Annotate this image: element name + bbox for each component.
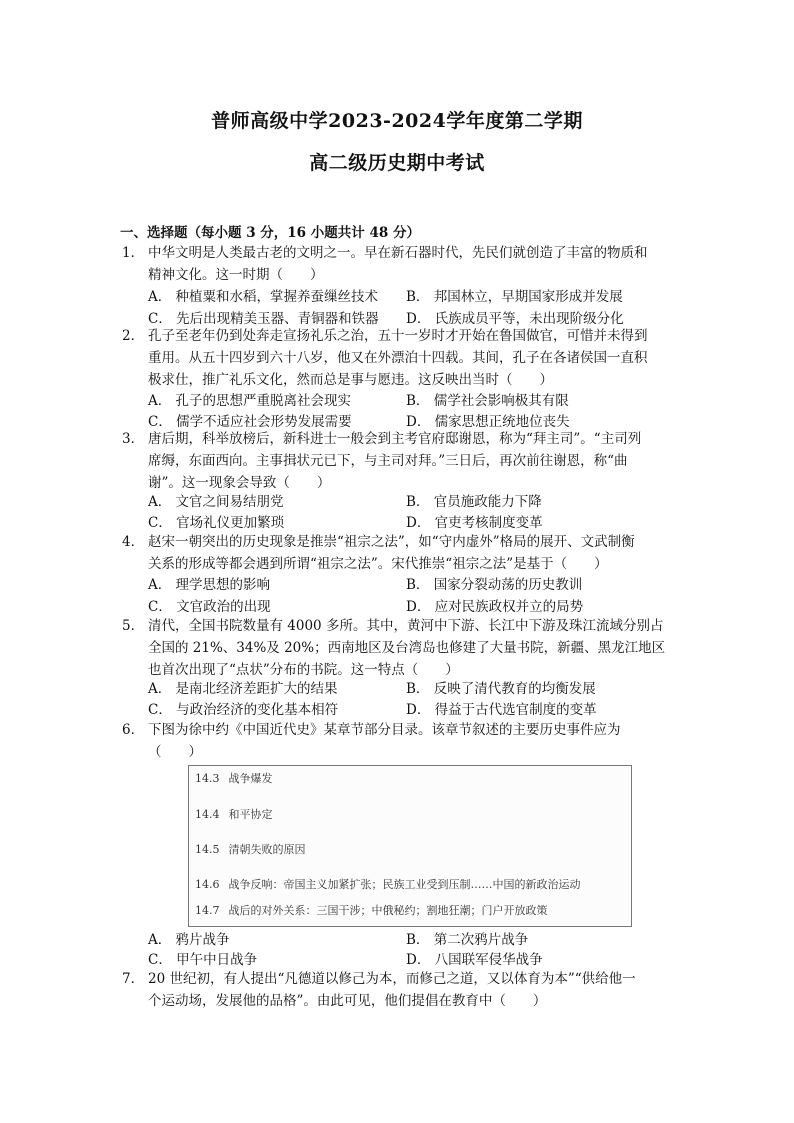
question-4: [122, 531, 682, 575]
question-stem: 唐后期，科举放榜后，新科进士一般会到主考官府邸谢恩，称为“拜主司”。“主司列 席缛，东面西向。主事揖状元已下，与主司对拜。”三日后，再次前往谢恩，称“曲 谢”。这一现象会导致（ ）: [148, 431, 642, 491]
option-d[interactable]: D． 应对民族政权并立的局势: [406, 599, 584, 615]
option-b[interactable]: B． 官员施政能力下降: [406, 494, 542, 510]
option-a[interactable]: A． 种植粟和水稻，掌握养蚕缫丝技术: [148, 289, 379, 305]
options-row: [148, 574, 668, 596]
options-row: [148, 286, 668, 308]
option-d[interactable]: D． 氏族成员平等，未出现阶级分化: [406, 311, 624, 327]
question-number: 5．: [122, 618, 145, 634]
question-number: 6．: [122, 722, 145, 738]
toc-row: 14.4 和平协定: [195, 808, 273, 821]
toc-row: 14.5 清朝失败的原因: [195, 843, 306, 856]
question-stem: 下图为徐中约《中国近代史》某章节部分目录。该章节叙述的主要历史事件应为 （ ）: [148, 722, 621, 760]
question-number: 2．: [122, 328, 145, 344]
options-row: [148, 678, 668, 700]
option-a[interactable]: A． 孔子的思想严重脱离社会现实: [148, 393, 352, 409]
section-heading: 一、选择题（每小题 3 分，16 小题共计 48 分）: [120, 225, 420, 241]
question-1: [122, 242, 682, 286]
question-number: 7．: [122, 971, 145, 987]
option-a[interactable]: A． 文官之间易结朋党: [148, 494, 284, 510]
question-2: [122, 325, 682, 391]
question-number: 1．: [122, 245, 145, 261]
options-row: [148, 699, 668, 721]
question-number: 4．: [122, 534, 145, 550]
option-a[interactable]: A． 是南北经济差距扩大的结果: [148, 681, 338, 697]
option-d[interactable]: D． 得益于古代选官制度的变革: [406, 702, 597, 718]
options-row: [148, 491, 668, 513]
option-c[interactable]: C． 与政治经济的变化基本相符: [148, 702, 339, 718]
table-of-contents-image: [188, 765, 632, 927]
toc-row: 14.6 战争反响：帝国主义加紧扩张；民族工业受到压制……中国的新政治运动: [195, 878, 581, 891]
options-row: [148, 929, 668, 951]
option-b[interactable]: B． 儒学社会影响极其有限: [406, 393, 569, 409]
question-stem: 中华文明是人类最古老的文明之一。早在新石器时代，先民们就创造了丰富的物质和 精神文化。这一时期（ ）: [148, 245, 648, 283]
option-d[interactable]: D． 儒家思想正统地位丧失: [406, 414, 570, 430]
question-stem: 20 世纪初，有人提出“凡德道以修己为本，而修己之道，又以体育为本”“供给他一 个运动场，发展他的品格”。由此可见，他们提倡在教育中（ ）: [148, 971, 636, 1009]
option-a[interactable]: A． 鸦片战争: [148, 932, 230, 948]
option-d[interactable]: D． 八国联军侵华战争: [406, 952, 543, 968]
exam-subtitle: 高二级历史期中考试: [309, 152, 485, 174]
question-7: [122, 968, 682, 1012]
question-number: 3．: [122, 431, 145, 447]
option-a[interactable]: A． 理学思想的影响: [148, 577, 271, 593]
option-b[interactable]: B． 反映了清代教育的均衡发展: [406, 681, 596, 697]
question-6: [122, 719, 682, 763]
option-c[interactable]: C． 先后出现精美玉器、青铜器和铁器: [148, 311, 379, 327]
option-c[interactable]: C． 甲午中日战争: [148, 952, 258, 968]
option-c[interactable]: C． 儒学不适应社会形势发展需要: [148, 414, 352, 430]
question-stem: 赵宋一朝突出的历史现象是推崇“祖宗之法”，如“守内虚外”格局的展开、文武制衡 关系的形成等都会遇到所谓“祖宗之法”。宋代推崇“祖宗之法”是基于（ ）: [148, 534, 635, 572]
option-d[interactable]: D． 官吏考核制度变革: [406, 515, 543, 531]
question-5: [122, 615, 682, 681]
option-b[interactable]: B． 邦国林立，早期国家形成并发展: [406, 289, 623, 305]
option-b[interactable]: B． 国家分裂动荡的历史教训: [406, 577, 583, 593]
question-stem: 清代，全国书院数量有 4000 多所。其中，黄河中下游、长江中下游及珠江流域分别占 全国的 21%、34%及 20%；西南地区及台湾岛也修建了大量书院，新疆、黑龙江地区 也首次出现了“点状”分布的书院。这一特点（ ）: [148, 618, 666, 678]
toc-row: 14.3 战争爆发: [195, 772, 273, 785]
toc-row: 14.7 战后的对外关系：三国干涉；中俄秘约；割地狂潮；门户开放政策: [195, 904, 548, 917]
option-c[interactable]: C． 官场礼仪更加繁琐: [148, 515, 285, 531]
question-3: [122, 428, 682, 494]
exam-title: 普师高级中学2023-2024学年度第二学期: [211, 110, 583, 132]
options-row: [148, 390, 668, 412]
option-c[interactable]: C． 文官政治的出现: [148, 599, 271, 615]
option-b[interactable]: B． 第二次鸦片战争: [406, 932, 529, 948]
question-stem: 孔子至老年仍到处奔走宣扬礼乐之治，五十一岁时才开始在鲁国做官，可惜并未得到 重用。从五十四岁到六十八岁，他又在外漂泊十四载。其间，孔子在各诸侯国一直积 极求仕，推广礼乐文化，然而总是事与愿违。这反映出当时（ ）: [148, 328, 648, 388]
